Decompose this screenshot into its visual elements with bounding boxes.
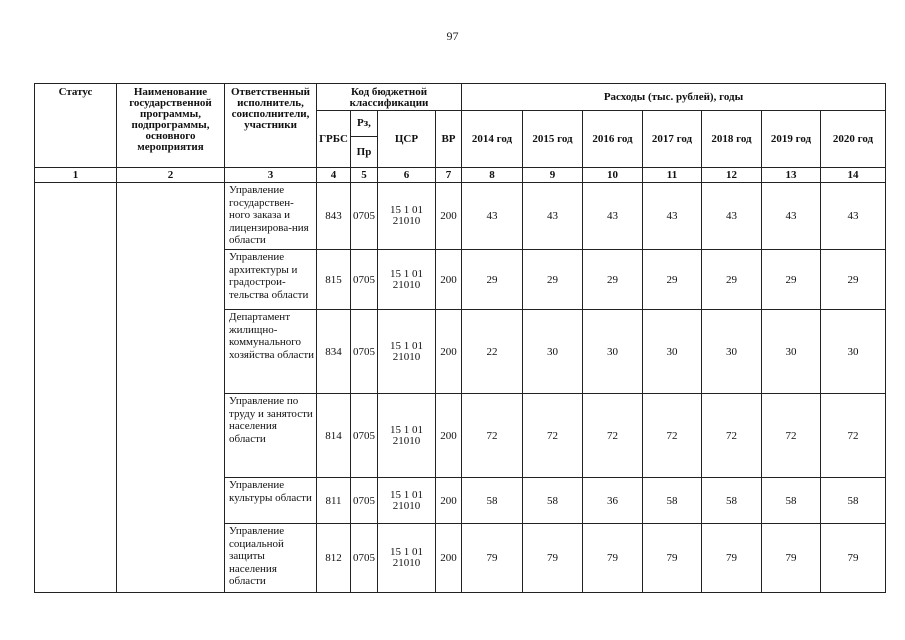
expense-cell: 58 [762, 478, 821, 524]
page-number: 97 [446, 29, 459, 43]
pr-header: Пр [351, 137, 378, 168]
column-number: 9 [523, 168, 583, 183]
expense-cell: 30 [643, 310, 702, 394]
expenses-header: Расходы (тыс. рублей), годы [462, 84, 886, 111]
column-number: 7 [436, 168, 462, 183]
executor-header: Ответственный исполнитель, соисполнители, участники [225, 84, 317, 168]
expense-cell: 72 [821, 394, 886, 478]
name-cell [117, 183, 225, 593]
expense-cell: 79 [583, 524, 643, 593]
column-number: 2 [117, 168, 225, 183]
year-header: 2016 год [583, 111, 643, 168]
budget-expenses-table [34, 83, 886, 593]
grbs-header: ГРБС [317, 111, 351, 168]
executor-cell: Управление культуры области [225, 478, 317, 524]
column-number: 14 [821, 168, 886, 183]
expense-cell: 79 [523, 524, 583, 593]
executor-cell: Управление социальной защиты населения области [225, 524, 317, 593]
status-cell [35, 183, 117, 593]
expense-cell: 29 [523, 250, 583, 310]
expense-cell: 58 [462, 478, 523, 524]
name-header: Наименование государственной программы, подпрограммы, основного мероприятия [117, 84, 225, 168]
expense-cell: 30 [762, 310, 821, 394]
executor-cell: Управление архитектуры и градострои-тельства области [225, 250, 317, 310]
csr-cell [378, 183, 436, 250]
rzpr-cell: 0705 [351, 310, 378, 394]
expense-cell: 58 [821, 478, 886, 524]
expense-cell: 30 [583, 310, 643, 394]
csr-cell [378, 478, 436, 524]
expense-cell: 43 [523, 183, 583, 250]
expense-cell: 72 [462, 394, 523, 478]
csr-cell [378, 524, 436, 593]
expense-cell: 29 [762, 250, 821, 310]
rzpr-cell: 0705 [351, 250, 378, 310]
column-number: 13 [762, 168, 821, 183]
column-number: 1 [35, 168, 117, 183]
csr-cell [378, 310, 436, 394]
vr-cell: 200 [436, 394, 462, 478]
grbs-cell: 812 [317, 524, 351, 593]
budget-code-header: Код бюджетной классификации [317, 84, 462, 111]
expense-cell: 72 [523, 394, 583, 478]
expense-cell: 30 [523, 310, 583, 394]
expense-cell: 29 [462, 250, 523, 310]
year-header: 2015 год [523, 111, 583, 168]
expense-cell: 79 [462, 524, 523, 593]
grbs-cell: 811 [317, 478, 351, 524]
vr-cell: 200 [436, 250, 462, 310]
year-header: 2017 год [643, 111, 702, 168]
expense-cell: 30 [702, 310, 762, 394]
expense-cell: 29 [821, 250, 886, 310]
grbs-cell: 815 [317, 250, 351, 310]
csr-part: 15 1 01 [390, 339, 423, 352]
executor-cell: Управление государствен-ного заказа и лицензирова-ния области [225, 183, 317, 250]
expense-cell: 43 [583, 183, 643, 250]
expense-cell: 43 [821, 183, 886, 250]
vr-cell: 200 [436, 310, 462, 394]
column-number: 12 [702, 168, 762, 183]
csr-part: 15 1 01 [390, 267, 423, 280]
vr-cell: 200 [436, 183, 462, 250]
expense-cell: 79 [762, 524, 821, 593]
csr-part: 21010 [392, 278, 421, 291]
expense-cell: 43 [702, 183, 762, 250]
grbs-cell: 814 [317, 394, 351, 478]
expense-cell: 72 [762, 394, 821, 478]
executor-cell: Управление по труду и занятости населения области [225, 394, 317, 478]
grbs-cell: 834 [317, 310, 351, 394]
column-number: 5 [351, 168, 378, 183]
rzpr-cell: 0705 [351, 524, 378, 593]
csr-part: 15 1 01 [390, 423, 423, 436]
expense-cell: 29 [583, 250, 643, 310]
column-number: 8 [462, 168, 523, 183]
expense-cell: 72 [643, 394, 702, 478]
expense-cell: 22 [462, 310, 523, 394]
expense-cell: 79 [643, 524, 702, 593]
expense-cell: 29 [643, 250, 702, 310]
year-header: 2019 год [762, 111, 821, 168]
rzpr-cell: 0705 [351, 394, 378, 478]
status-header: Статус [35, 84, 117, 168]
csr-part: 21010 [392, 499, 421, 512]
expense-cell: 36 [583, 478, 643, 524]
executor-cell: Департамент жилищно-коммунального хозяйства области [225, 310, 317, 394]
column-number: 10 [583, 168, 643, 183]
column-number: 11 [643, 168, 702, 183]
csr-header: ЦСР [378, 111, 436, 168]
rzpr-cell: 0705 [351, 478, 378, 524]
grbs-cell: 843 [317, 183, 351, 250]
expense-cell: 79 [702, 524, 762, 593]
column-number: 4 [317, 168, 351, 183]
vr-cell: 200 [436, 478, 462, 524]
csr-part: 21010 [392, 215, 421, 227]
column-number: 3 [225, 168, 317, 183]
vr-header: ВР [436, 111, 462, 168]
expense-cell: 43 [643, 183, 702, 250]
rzpr-cell: 0705 [351, 183, 378, 250]
expense-cell: 58 [702, 478, 762, 524]
csr-part: 15 1 01 [390, 546, 423, 558]
year-header: 2020 год [821, 111, 886, 168]
csr-part: 21010 [392, 434, 421, 447]
expense-cell: 79 [821, 524, 886, 593]
csr-part: 15 1 01 [390, 488, 423, 501]
expense-cell: 72 [702, 394, 762, 478]
year-header: 2018 год [702, 111, 762, 168]
expense-cell: 29 [702, 250, 762, 310]
csr-part: 21010 [392, 557, 421, 569]
expense-cell: 72 [583, 394, 643, 478]
expense-cell: 43 [462, 183, 523, 250]
table-row [35, 183, 886, 250]
csr-cell [378, 250, 436, 310]
column-number: 6 [378, 168, 436, 183]
expense-cell: 43 [762, 183, 821, 250]
expense-cell: 30 [821, 310, 886, 394]
vr-cell: 200 [436, 524, 462, 593]
csr-part: 15 1 01 [390, 204, 423, 216]
expense-cell: 58 [523, 478, 583, 524]
year-header: 2014 год [462, 111, 523, 168]
rz-header: Рз, [351, 111, 378, 137]
expense-cell: 58 [643, 478, 702, 524]
csr-cell [378, 394, 436, 478]
csr-part: 21010 [392, 350, 421, 363]
